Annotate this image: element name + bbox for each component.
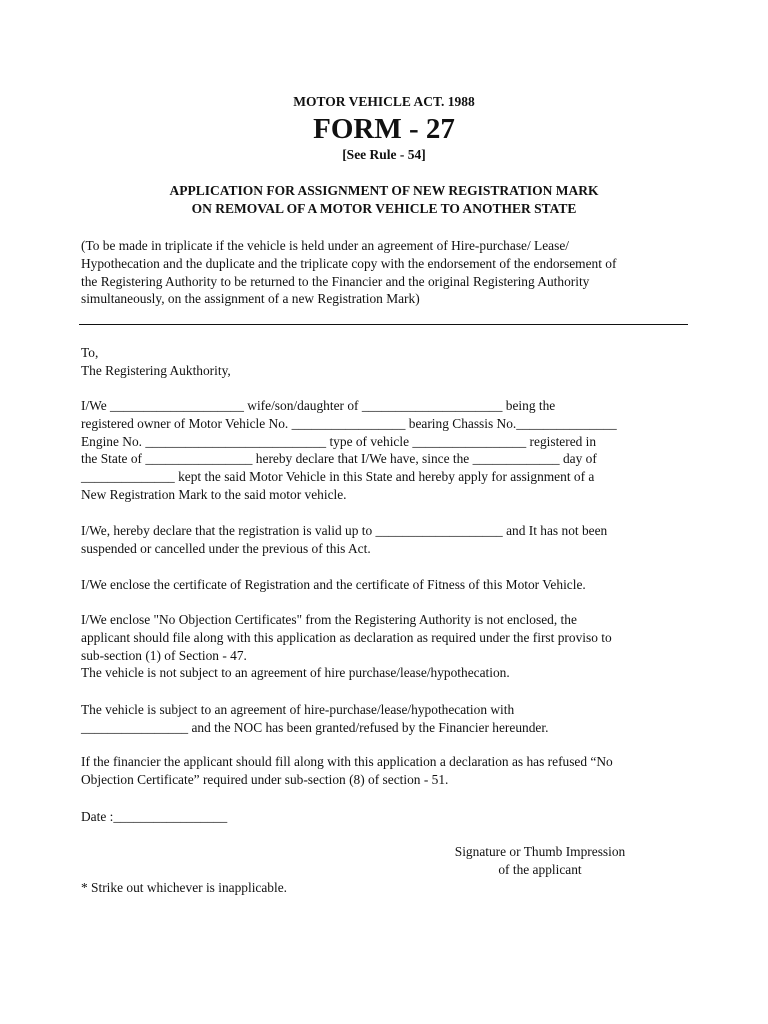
- address-to: To,: [81, 345, 99, 360]
- enclose-certificate: I/We enclose the certificate of Registration and the certificate of Fitness of this Motor Vehicle.: [81, 577, 586, 592]
- application-heading-line2: ON REMOVAL OF A MOTOR VEHICLE TO ANOTHER STATE: [191, 201, 577, 216]
- validity-declaration: I/We, hereby declare that the registration is valid up to ___________________ and It has not been suspended or cancelled under the previous of this Act.: [81, 523, 608, 556]
- form-title: FORM - 27: [313, 113, 455, 145]
- noc-paragraph: I/We enclose "No Objection Certificates" from the Registering Authority is not enclosed, the applicant should file along with this application as declaration as required under the first proviso to sub-section (1) of Section - 47. The vehicle is not subject to an agreement of hire purchase/lease/hypothecation.: [81, 612, 612, 681]
- act-title: MOTOR VEHICLE ACT. 1988: [293, 94, 475, 109]
- application-heading-line1: APPLICATION FOR ASSIGNMENT OF NEW REGISTRATION MARK: [169, 183, 599, 198]
- owner-declaration: I/We ____________________ wife/son/daughter of _____________________ being the registered owner of Motor Vehicle No. _________________ bearing Chassis No._______________ Engine No. ___________________________ type of vehicle _________________ registered in the State of ________________ hereby declare that I/We have, since the _____________ day of ______________ kept the said Motor Vehicle in this State and hereby apply for assignment of a New Registration Mark to the said motor vehicle.: [81, 398, 617, 502]
- footnote: * Strike out whichever is inapplicable.: [81, 880, 288, 895]
- application-heading: [0, 182, 768, 218]
- financier-paragraph: If the financier the applicant should fill along with this application a declaration as has refused “No Objection Certificate” required under sub-section (8) of section - 51.: [81, 754, 613, 787]
- address-authority: The Registering Aukthority,: [81, 363, 231, 378]
- signature-label-line1: Signature or Thumb Impression: [454, 844, 626, 859]
- signature-label-line2: of the applicant: [498, 862, 582, 877]
- date-field: Date :_________________: [81, 809, 228, 824]
- intro-paragraph: (To be made in triplicate if the vehicle is held under an agreement of Hire-purchase/ Lease/ Hypothecation and the duplicate and the triplicate copy with the endorsement of the endorsement of the Registering Authority to be returned to the Financier and the original Registering Authority simultaneously, on the assignment of a new Registration Mark): [81, 238, 617, 307]
- rule-reference: [See Rule - 54]: [342, 147, 426, 162]
- divider-line: [79, 324, 688, 325]
- hypothecation-paragraph: The vehicle is subject to an agreement of hire-purchase/lease/hypothecation with ________________ and the NOC has been granted/refused by the Financier hereunder.: [81, 702, 549, 735]
